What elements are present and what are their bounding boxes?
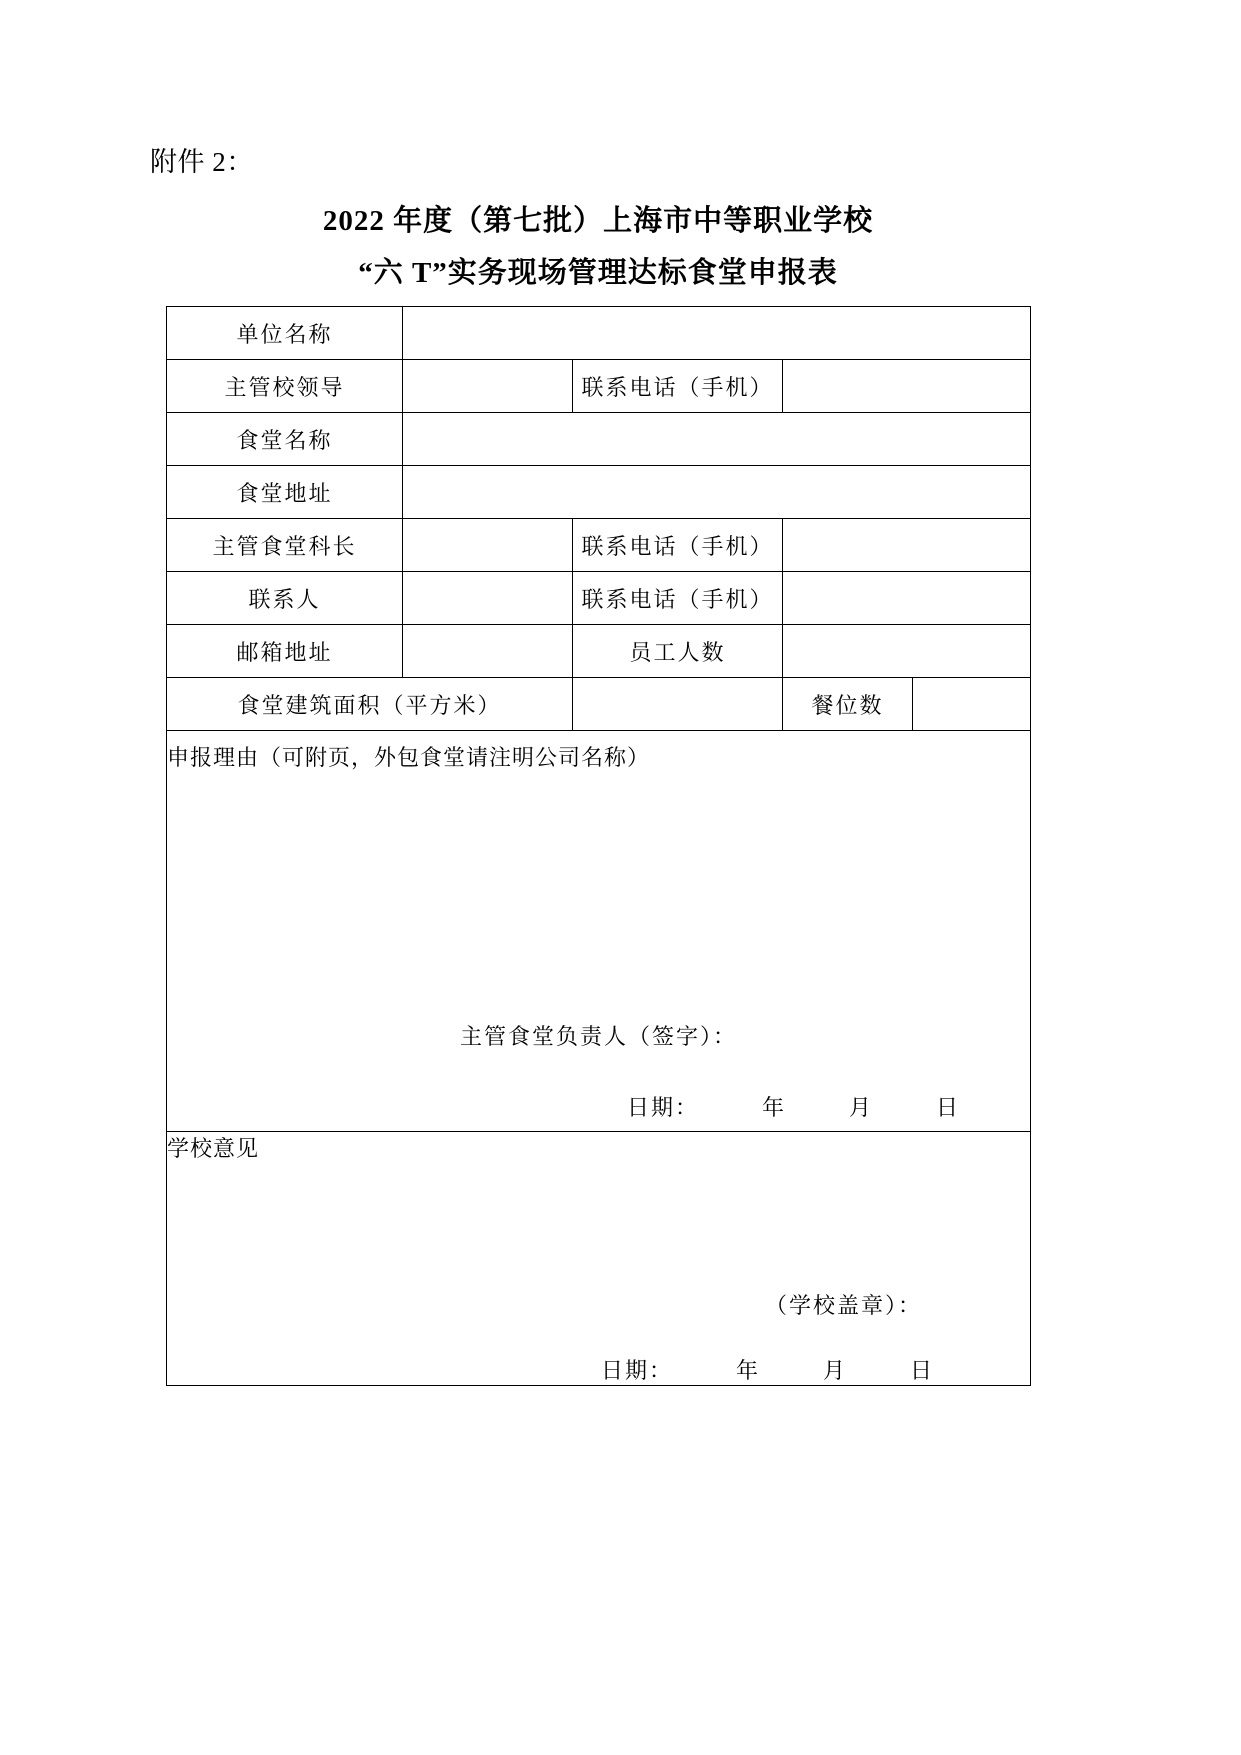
table-row-contact [167,572,1031,625]
reason-signature-label: 主管食堂负责人（签字）： [459,1023,737,1049]
school-year-label: 年 [735,1358,760,1383]
school-stamp-label: （学校盖章）： [764,1293,922,1318]
reason-month-label: 月 [848,1094,873,1120]
table-row-area [167,678,1031,731]
school-date-line [167,1354,1030,1385]
canteen-address-field[interactable] [403,466,1031,519]
table-row-section-chief [167,519,1031,572]
reason-day-label: 日 [935,1094,960,1120]
leader-field[interactable] [403,360,573,413]
table-row-leader [167,360,1031,413]
section-chief-label: 主管食堂科长 [167,519,403,572]
document-title [168,195,1028,299]
staff-count-field[interactable] [783,625,1031,678]
reason-date-line [167,1091,1030,1122]
title-line-1: 2022 年度（第七批）上海市中等职业学校 [322,205,874,237]
reason-heading: 申报理由（可附页，外包食堂请注明公司名称） [167,744,651,770]
reason-year-label: 年 [761,1094,786,1120]
area-label: 食堂建筑面积（平方米） [167,678,573,731]
school-date-label: 日期： [600,1358,673,1383]
school-opinion-cell[interactable] [167,1132,1031,1386]
reason-cell[interactable] [167,731,1031,1132]
unit-name-label: 单位名称 [167,307,403,360]
section-chief-phone-field[interactable] [783,519,1031,572]
table-row-canteen-name [167,413,1031,466]
table-row-reason [167,731,1031,1132]
school-opinion-heading: 学校意见 [167,1136,260,1161]
reason-date-label: 日期： [626,1094,699,1120]
canteen-address-label: 食堂地址 [167,466,403,519]
area-field[interactable] [573,678,783,731]
staff-count-label: 员工人数 [573,625,783,678]
table-row-unit-name [167,307,1031,360]
contact-phone-label: 联系电话（手机） [573,572,783,625]
application-form-table [166,306,1031,1386]
contact-label: 联系人 [167,572,403,625]
table-row-canteen-address [167,466,1031,519]
school-day-label: 日 [909,1358,934,1383]
table-row-school-opinion [167,1132,1031,1386]
section-chief-field[interactable] [403,519,573,572]
section-chief-phone-label: 联系电话（手机） [573,519,783,572]
seats-field[interactable] [913,678,1031,731]
seats-label: 餐位数 [783,678,913,731]
email-field[interactable] [403,625,573,678]
school-month-label: 月 [822,1358,847,1383]
leader-phone-label: 联系电话（手机） [573,360,783,413]
email-label: 邮箱地址 [167,625,403,678]
canteen-name-label: 食堂名称 [167,413,403,466]
contact-field[interactable] [403,572,573,625]
attachment-label: 附件 2： [150,147,254,177]
title-line-2: “六 T”实务现场管理达标食堂申报表 [358,257,838,289]
canteen-name-field[interactable] [403,413,1031,466]
leader-phone-field[interactable] [783,360,1031,413]
leader-label: 主管校领导 [167,360,403,413]
table-row-email [167,625,1031,678]
unit-name-field[interactable] [403,307,1031,360]
contact-phone-field[interactable] [783,572,1031,625]
